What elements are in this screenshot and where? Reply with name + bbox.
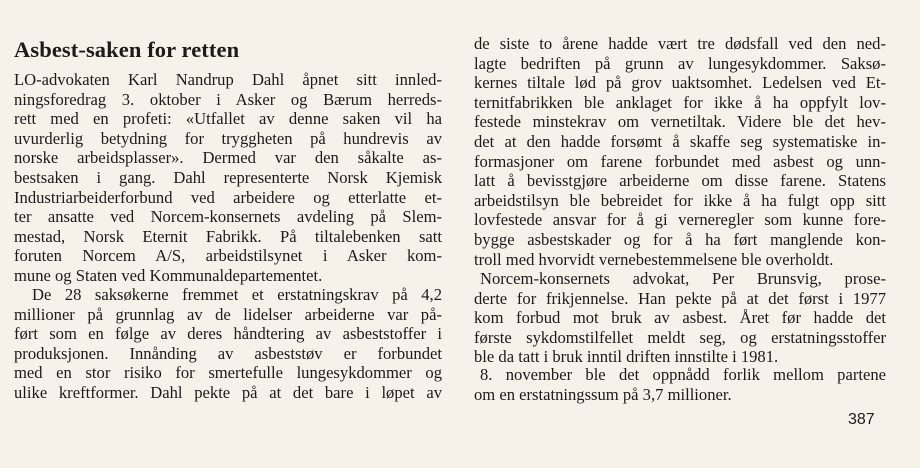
text-line: mune og Staten ved Kommunaldepartementet. [14, 265, 323, 285]
paragraph-left-2 [32, 285, 442, 305]
text-line: uvurderlig betydning for tryggheten på hundrevis av [14, 128, 442, 148]
text-line: første sykdomstilfellet meldt seg, og erstatningsstoffer [474, 327, 886, 347]
text-line: ført som en følge av deres håndtering av asbeststoffer i [14, 324, 442, 344]
text-line: norske arbeidsplasser». Dermed var den såkalte as- [14, 148, 442, 168]
text-line: de siste to årene hadde vært tre dødsfall ved den ned- [474, 34, 886, 53]
text-line: bestsaken i gang. Dahl representerte Norsk Kjemisk [14, 167, 442, 187]
text-line: formasjoner om farene forbundet med asbest og unn- [474, 151, 886, 171]
text-line: foruten Norcem A/S, arbeidstilsynet i Asker kom- [14, 246, 442, 266]
text-line: arbeidstilsyn ble bebreidet for ikke å ha fulgt opp sitt [474, 190, 886, 210]
text-line: produksjonen. Innånding av asbeststøv er forbundet [14, 343, 442, 363]
text-line: med en stor risiko for smertefulle lungesykdommer og [14, 363, 442, 383]
text-line: ulike kreftformer. Dahl pekte på at det bare i løpet av [14, 382, 442, 402]
text-line: bygge asbestskader og for å ha ført manglende kon- [474, 229, 886, 249]
text-line: mestad, Norsk Eternit Fabrikk. På tiltalebenken satt [14, 226, 442, 246]
text-line: derte for frikjennelse. Han pekte på at det først i 1977 [474, 288, 886, 308]
paragraph-right-1 [474, 34, 886, 269]
text-line: om en erstatningssum på 3,7 millioner. [474, 384, 732, 404]
text-line: kernes tiltale lød på grov uaktsomhet. Ledelsen ved Et- [474, 73, 886, 93]
text-line: troll med hvorvidt vernebestemmelsene ble overholdt. [474, 249, 834, 269]
text-line: Industriarbeiderforbund ved arbeidere og etterlatte et- [14, 187, 442, 207]
text-line: latt å bevisstgjøre arbeiderne om disse farene. Statens [474, 171, 886, 191]
page-number: 387 [848, 411, 875, 428]
text-line: ternitfabrikken ble anklaget for ikke å ha oppfylt lov- [474, 92, 886, 112]
article-heading: Asbest-saken for retten [14, 37, 240, 62]
paragraph-right-3 [480, 365, 886, 385]
text-line: lagte bedriften på grunn av lungesykdommer. Saksø- [474, 53, 886, 73]
paragraph-right-2-continued [474, 289, 886, 367]
text-line: De 28 saksøkerne fremmet et erstatningskrav på 4,2 [32, 285, 442, 304]
text-line: kom forbud mot bruk av asbest. Året før hadde det [474, 308, 886, 328]
text-line: rett med en profeti: «Utfallet av denne saken vil ha [14, 109, 442, 129]
text-line: det at den hadde forsømt å skaffe seg systematiske in- [474, 131, 886, 151]
text-line: 8. november ble det oppnådd forlik mellom partene [480, 365, 886, 384]
text-line: millioner på grunnlag av de lidelser arbeiderne var på- [14, 304, 442, 324]
paragraph-left-1 [14, 70, 442, 286]
text-line: lovfestede ansvar for å gi verneregler som kunne fore- [474, 210, 886, 230]
text-line: ter ansatte ved Norcem-konsernets avdeling på Slem- [14, 207, 442, 227]
text-line: festede minstekrav om vernetiltak. Videre ble det hev- [474, 112, 886, 132]
paragraph-right-3-continued [474, 385, 886, 405]
text-line: Norcem-konsernets advokat, Per Brunsvig, prose- [480, 269, 886, 288]
paragraph-right-2 [480, 269, 886, 289]
text-line: ningsforedrag 3. oktober i Asker og Bærum herreds- [14, 89, 442, 109]
paragraph-left-2-continued [14, 305, 442, 403]
text-line: LO-advokaten Karl Nandrup Dahl åpnet sitt innled- [14, 70, 442, 89]
text-line: ble da tatt i bruk inntil driften innstilte i 1981. [474, 347, 779, 367]
